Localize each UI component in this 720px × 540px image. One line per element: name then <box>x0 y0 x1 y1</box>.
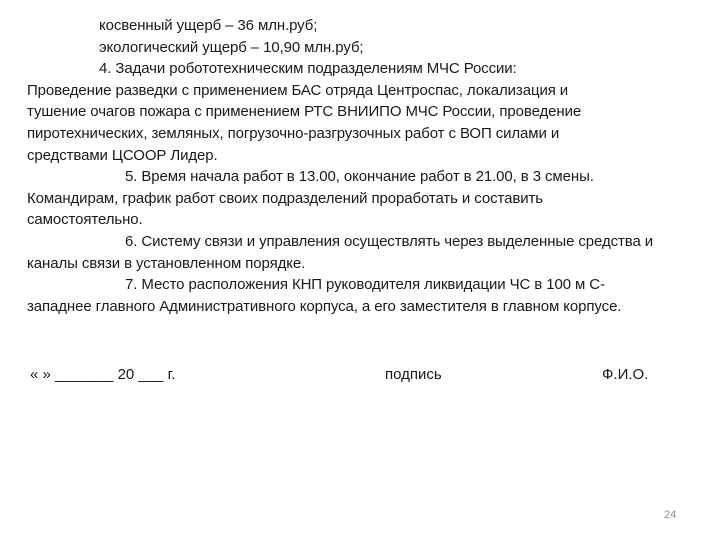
text-line: экологический ущерб – 10,90 млн.руб; <box>99 38 364 56</box>
full-name-label: Ф.И.О. <box>602 366 649 383</box>
text-line: Командирам, график работ своих подразделений проработать и составить <box>27 189 543 207</box>
text-line: самостоятельно. <box>27 211 143 229</box>
text-line: западнее главного Административного корпуса, а его заместителя в главном корпусе. <box>27 297 622 315</box>
date-field: « » _______ 20 ___ г. <box>30 366 176 383</box>
signature-row <box>0 366 720 388</box>
text-line: 7. Место расположения КНП руководителя ликвидации ЧС в 100 м С- <box>125 276 605 294</box>
document-body <box>27 15 695 317</box>
text-line: Проведение разведки с применением БАС отряда Центроспас, локализация и <box>27 81 569 99</box>
text-line: 6. Систему связи и управления осуществлять через выделенные средства и <box>125 232 654 250</box>
text-line: каналы связи в установленном порядке. <box>27 254 306 272</box>
text-line: косвенный ущерб – 36 млн.руб; <box>99 17 318 34</box>
text-line: 5. Время начала работ в 13.00, окончание работ в 21.00, в 3 смены. <box>125 168 594 186</box>
page-number: 24 <box>664 509 677 521</box>
text-line: средствами ЦСООР Лидер. <box>27 146 218 164</box>
text-line: пиротехнических, земляных, погрузочно-разгрузочных работ с ВОП силами и <box>27 124 560 142</box>
text-line: тушение очагов пожара с применением РТС ВНИИПО МЧС России, проведение <box>27 103 582 121</box>
signature-label: подпись <box>385 366 442 383</box>
text-line: 4. Задачи робототехническим подразделениям МЧС России: <box>99 60 517 78</box>
